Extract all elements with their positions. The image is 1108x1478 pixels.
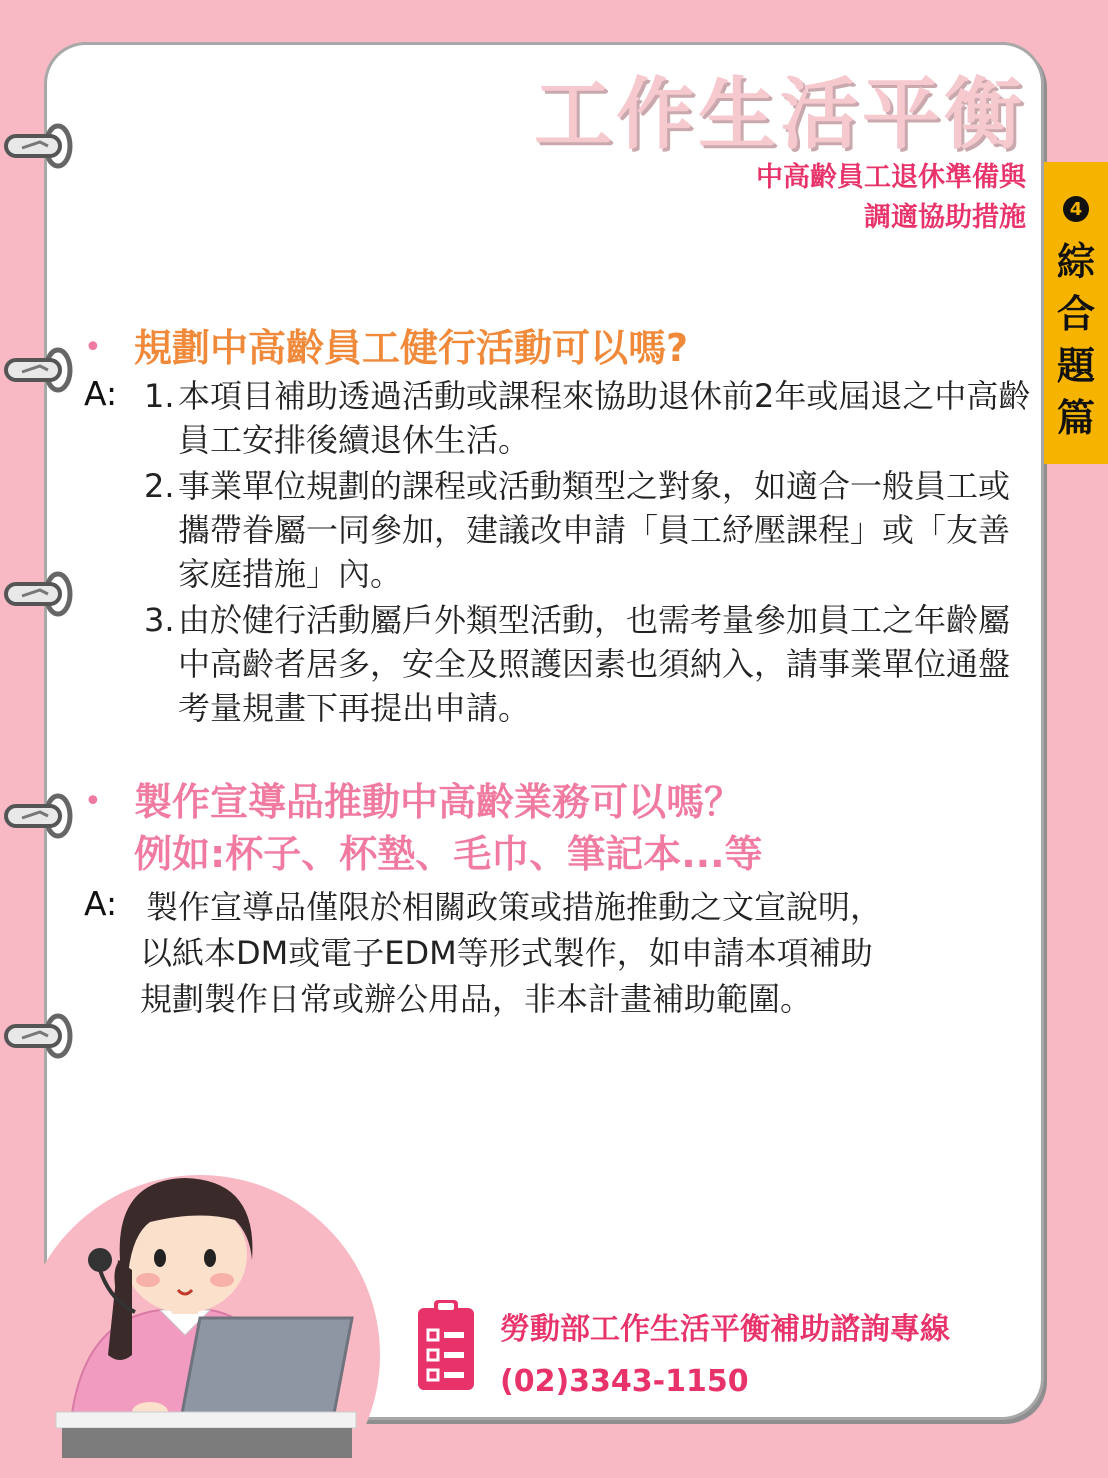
answer-item-number: 2. — [144, 467, 175, 505]
binder-ring-icon — [0, 122, 78, 170]
tab-label-char: 篇 — [1056, 396, 1095, 440]
answer-item-text: 由於健行活動屬戶外類型活動，也需考量參加員工之年齡屬中高齡者居多，安全及照護因素也須納入，請事業單位通盤考量規畫下再提出申請。 — [178, 601, 1011, 727]
answer-label: A: — [84, 374, 118, 413]
page-subtitle — [756, 158, 1026, 238]
tab-label-char: 合 — [1056, 292, 1095, 336]
answer-item-text: 事業單位規劃的課程或活動類型之對象，如適合一般員工或攜帶眷屬一同參加，建議改申請「員工紓壓課程」或「友善家庭措施」內。 — [178, 467, 1011, 593]
answer-item — [144, 374, 1032, 462]
binder-ring-icon — [0, 570, 78, 618]
clipboard-icon — [416, 1300, 476, 1392]
question-line: 製作宣導品推動中高齡業務可以嗎？ — [134, 780, 743, 824]
question-bullet: • — [84, 784, 102, 819]
answer-item — [144, 598, 1032, 730]
answer-line: 以紙本DM或電子EDM等形式製作，如申請本項補助 — [140, 934, 873, 972]
answer-item-number: 3. — [144, 601, 175, 639]
answer-line: 製作宣導品僅限於相關政策或措施推動之文宣說明， — [146, 888, 883, 926]
hotline-phone[interactable]: (02)3343-1150 — [500, 1364, 749, 1399]
hotline-title: 勞動部工作生活平衡補助諮詢專線 — [500, 1312, 950, 1347]
question-heading — [134, 776, 763, 880]
answer-line: 規劃製作日常或辦公用品，非本計畫補助範圍。 — [140, 980, 813, 1018]
binder-ring-icon — [0, 792, 78, 840]
hotline-block — [416, 1300, 950, 1399]
answer-text — [140, 884, 1020, 1022]
question-bullet: • — [84, 330, 102, 365]
side-tab[interactable] — [1044, 162, 1108, 464]
tab-label-char: 綜 — [1056, 240, 1095, 284]
answer-item-text: 本項目補助透過活動或課程來協助退休前2年或屆退之中高齡員工安排後續退休生活。 — [178, 377, 1031, 459]
answer-label: A: — [84, 884, 118, 923]
call-center-illustration — [0, 1150, 420, 1478]
question-heading: 規劃中高齡員工健行活動可以嗎? — [134, 326, 689, 370]
answer-item-number: 1. — [144, 377, 175, 415]
binder-ring-icon — [0, 1012, 78, 1060]
page-title: 工作生活平衡 — [533, 70, 1026, 160]
answer-item — [144, 464, 1032, 596]
question-line: 例如:杯子、杯墊、毛巾、筆記本...等 — [134, 832, 763, 876]
subtitle-line: 中高齡員工退休準備與 — [756, 162, 1026, 193]
binder-ring-icon — [0, 346, 78, 394]
tab-label-char: 題 — [1056, 344, 1095, 388]
subtitle-line: 調適協助措施 — [864, 202, 1026, 233]
answer-list — [144, 374, 1032, 730]
tab-number-badge: 4 — [1063, 196, 1089, 222]
